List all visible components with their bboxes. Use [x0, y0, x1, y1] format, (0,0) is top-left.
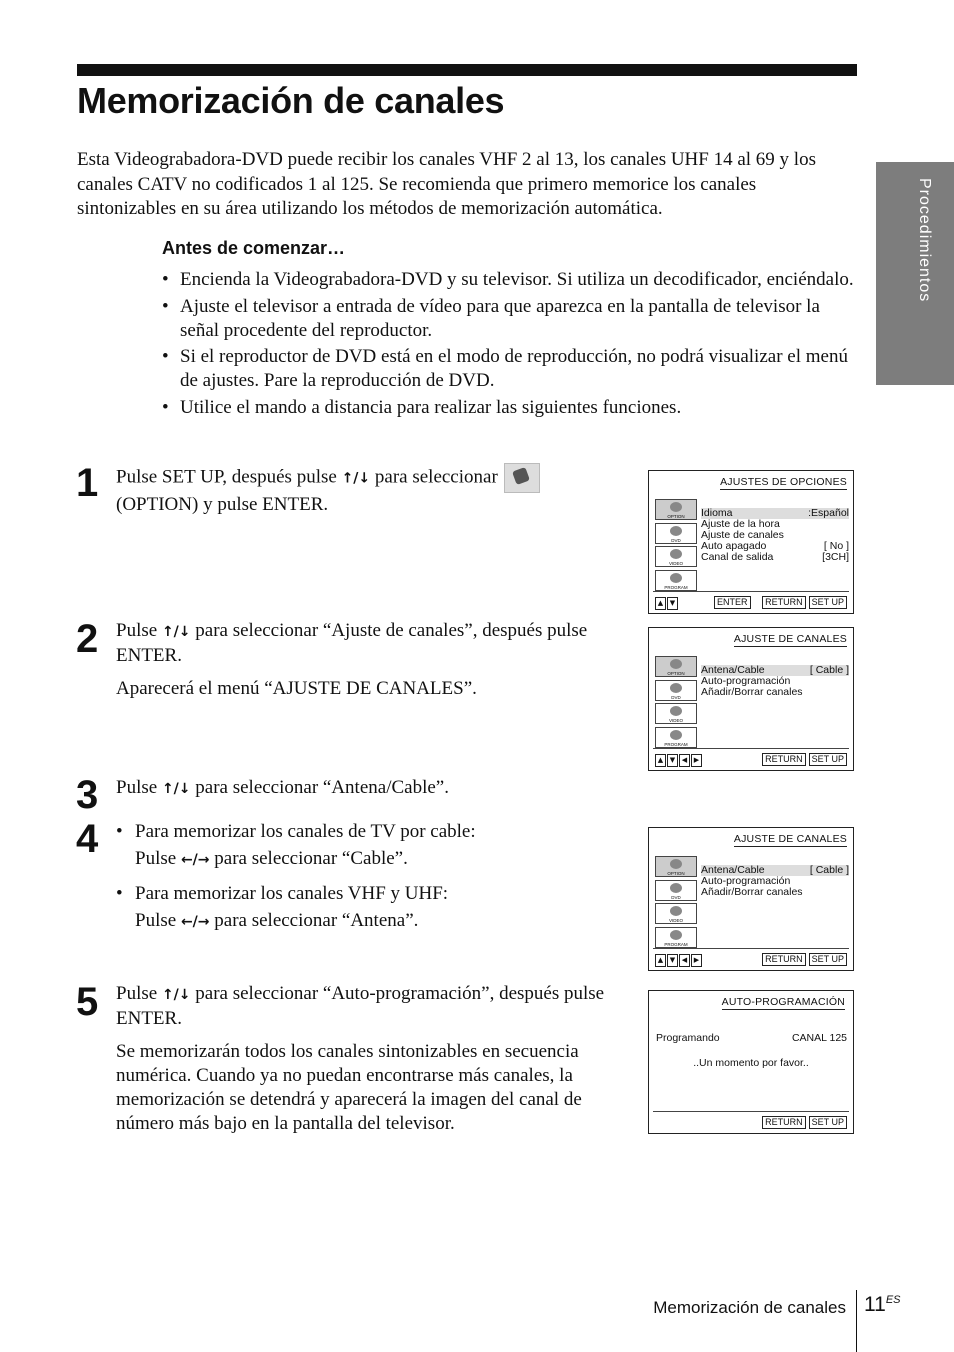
list-item: • Ajuste el televisor a entrada de vídeo para que aparezca en la pantalla de televisor la señal procedente del reproductor. [162, 295, 862, 343]
enter-button: ENTER [714, 596, 751, 609]
list-item: • Utilice el mando a distancia para realizar las siguientes funciones. [162, 396, 862, 420]
program-icon: PROGRAM [655, 927, 697, 948]
progress-row [656, 1032, 847, 1044]
step-text: para seleccionar “Auto-programación”, después pulse ENTER. [116, 983, 605, 1029]
screen-title: AUTO-PROGRAMACIÓN [721, 996, 845, 1008]
menu-row: Auto apagado [ No ] [701, 540, 849, 552]
option-icon [504, 463, 540, 493]
step-number: 3 [76, 773, 99, 817]
footer-divider [856, 1290, 857, 1352]
return-button: RETURN [762, 596, 806, 609]
down-arrow-icon: ▼ [667, 954, 678, 967]
down-arrow-icon: ▼ [667, 754, 678, 767]
screen-ajuste-canales [648, 627, 854, 771]
up-down-arrow-icon: ↑/↓ [161, 624, 191, 640]
step-text: Pulse [116, 620, 162, 641]
screen-footer [653, 748, 849, 766]
dvd-icon: DVD [655, 680, 697, 701]
title-rule [77, 64, 857, 76]
right-arrow-icon: ▶ [691, 954, 702, 967]
screen-ajuste-canales-cable [648, 827, 854, 971]
step-2-text [116, 619, 596, 710]
left-right-arrow-icon: ←/→ [180, 914, 210, 930]
program-icon: PROGRAM [655, 727, 697, 748]
screen-ajustes-opciones [648, 470, 854, 614]
menu-row: Canal de salida [3CH] [701, 551, 849, 563]
program-icon: PROGRAM [655, 570, 697, 591]
step-text: para seleccionar “Ajuste de canales”, después pulse ENTER. [116, 620, 588, 666]
left-arrow-icon: ◀ [679, 954, 690, 967]
wait-message: ..Un momento por favor.. [693, 1057, 809, 1069]
setup-button: SET UP [809, 596, 847, 609]
step-text: Pulse [116, 983, 162, 1004]
page-language: ES [885, 1294, 901, 1306]
screen-menu [701, 865, 849, 898]
menu-row: Idioma :Español [701, 507, 849, 519]
option-icon: OPTION [655, 856, 697, 877]
step-1-text [116, 463, 616, 526]
screen-menu [701, 508, 849, 563]
up-arrow-icon: ▲ [655, 754, 666, 767]
menu-row: Auto-programación [701, 875, 791, 887]
prereq-list [162, 268, 862, 422]
step-text: para seleccionar [370, 466, 498, 488]
screen-title: AJUSTES DE OPCIONES [720, 476, 847, 488]
step-text: para seleccionar “Antena/Cable”. [190, 777, 449, 798]
progress-label: Programando [656, 1032, 720, 1044]
step-text: Aparecerá el menú “AJUSTE DE CANALES”. [116, 678, 477, 699]
channel-value: CANAL 125 [791, 1032, 847, 1044]
menu-row: Antena/Cable [ Cable ] [701, 664, 849, 676]
menu-row: Añadir/Borrar canales [701, 886, 803, 898]
left-right-arrow-icon: ←/→ [180, 852, 210, 868]
section-tab [876, 162, 954, 385]
setup-button: SET UP [809, 1116, 847, 1129]
step-number: 1 [76, 461, 99, 505]
step-text: para seleccionar “Cable”. [209, 848, 408, 869]
screen-auto-programacion [648, 990, 854, 1134]
list-item: • Si el reproductor de DVD está en el modo de reproducción, no podrá visualizar el menú de ajustes. Pare la reproducción de DVD. [162, 345, 862, 393]
down-arrow-icon: ▼ [667, 597, 678, 610]
menu-icons [655, 856, 695, 950]
right-arrow-icon: ▶ [691, 754, 702, 767]
page-number: $11^{ES}$ [864, 1293, 901, 1316]
intro-paragraph: Esta Videograbadora-DVD puede recibir los canales VHF 2 al 13, los canales UHF 14 al 69 y los canales CATV no codificados 1 al 125. Se recomienda que primero memorice los canales sintonizables en su área utilizando los métodos de memorización automática. [77, 149, 816, 219]
left-arrow-icon: ◀ [679, 754, 690, 767]
step-text: Se memorizarán todos los canales sintonizables en secuencia numérica. Cuando ya no puedan encontrarse más canales, la memorización se detendrá y aparecerá la imagen del canal de número más bajo en la pantalla del televisor. [116, 1041, 582, 1134]
video-icon: VIDEO [655, 546, 697, 567]
step-number: 4 [76, 817, 99, 861]
step-text: • Para memorizar los canales VHF y UHF: [116, 880, 596, 907]
screen-footer [653, 1111, 849, 1129]
screen-footer [653, 948, 849, 966]
up-down-arrow-icon: ↑/↓ [161, 987, 191, 1003]
dvd-icon: DVD [655, 523, 697, 544]
option-icon: OPTION [655, 499, 697, 520]
menu-row: Antena/Cable [ Cable ] [701, 864, 849, 876]
up-arrow-icon: ▲ [655, 954, 666, 967]
up-down-arrow-icon: ↑/↓ [161, 781, 191, 797]
screen-title: AJUSTE DE CANALES [733, 633, 847, 645]
step-text: Pulse [135, 848, 181, 869]
video-icon: VIDEO [655, 703, 697, 724]
step-3-text [116, 776, 596, 810]
return-button: RETURN [762, 953, 806, 966]
step-text: Pulse SET UP, después pulse [116, 466, 342, 488]
menu-row: Añadir/Borrar canales [701, 686, 803, 698]
setup-button: SET UP [809, 953, 847, 966]
menu-icons [655, 656, 695, 750]
step-number: 2 [76, 617, 99, 661]
before-heading: Antes de comenzar… [162, 238, 346, 258]
section-tab-label: Procedimientos [916, 178, 933, 303]
step-text: para seleccionar “Antena”. [209, 910, 419, 931]
up-arrow-icon: ▲ [655, 597, 666, 610]
return-button: RETURN [762, 753, 806, 766]
screen-footer [653, 591, 849, 609]
return-button: RETURN [762, 1116, 806, 1129]
menu-row: Ajuste de canales [701, 529, 784, 541]
up-down-arrow-icon: ↑/↓ [341, 470, 371, 487]
step-5-text [116, 982, 621, 1145]
list-item: • Encienda la Videograbadora-DVD y su televisor. Si utiliza un decodificador, enciéndalo. [162, 268, 862, 292]
screen-title: AJUSTE DE CANALES [733, 833, 847, 845]
setup-button: SET UP [809, 753, 847, 766]
page-title: Memorización de canales [77, 80, 505, 121]
footer-section-label: Memorización de canales [653, 1298, 846, 1317]
step-text: Pulse [135, 910, 181, 931]
dvd-icon: DVD [655, 880, 697, 901]
step-text: (OPTION) y pulse ENTER. [116, 494, 329, 515]
screen-menu [701, 665, 849, 698]
menu-row: Auto-programación [701, 675, 791, 687]
step-text: • Para memorizar los canales de TV por cable: [116, 818, 596, 845]
step-4-text [116, 818, 596, 936]
step-text: Pulse [116, 777, 162, 798]
menu-icons [655, 499, 695, 593]
menu-row: Ajuste de la hora [701, 518, 780, 530]
step-number: 5 [76, 980, 99, 1024]
option-icon: OPTION [655, 656, 697, 677]
video-icon: VIDEO [655, 903, 697, 924]
